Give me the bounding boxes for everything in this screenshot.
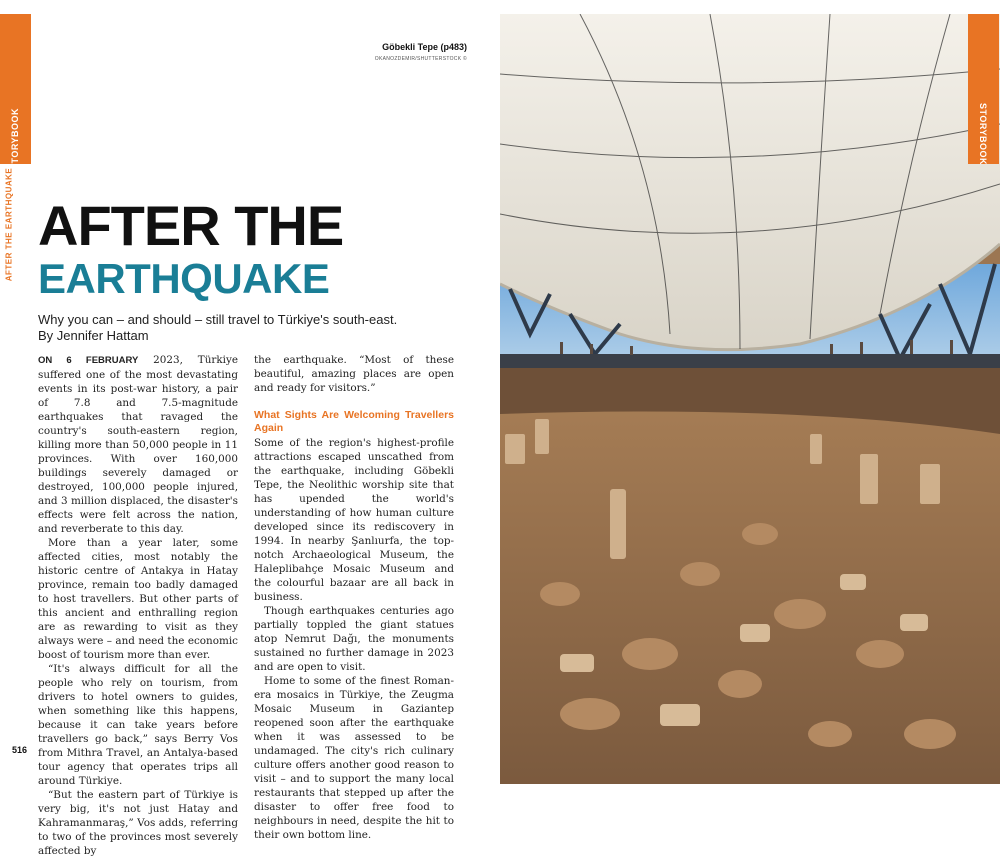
page-number: 516 — [12, 745, 28, 755]
body-column-2 — [254, 353, 454, 842]
storybook-tab-right — [968, 14, 999, 164]
subheading: What Sights Are Welcoming Travellers Again — [254, 409, 454, 434]
paragraph: Some of the region's highest-profile attractions escaped unscathed from the earthquake, including Göbekli Tepe, the Neolithic worship site that has upended the world's understanding of how human culture developed since its rediscovery in 1994. In nearby Şanlıurfa, the top-notch Archaeological Museum, the Haleplibahçe Mosaic Museum and the colourful bazaar are all back in business. — [254, 437, 454, 603]
headline-line-2: EARTHQUAKE — [38, 255, 330, 302]
lead-in: ON 6 FEBRUARY — [38, 355, 139, 366]
paragraph: More than a year later, some affected cities, most notably the historic centre of Antakya in Hatay province, remain too badly damaged to host travellers. But other parts of this ancient and enthralling region are as rewarding to visit as they always were – and need the economic boost of tourism more than ever. — [38, 537, 238, 661]
paragraph: “It's always difficult for all the people who rely on tourism, from drivers to hotel owners to guides, when something like this happens, because it can take years before travellers go back,” says Berry Vos from Mithra Travel, an Antalya-based tour agency that operates trips all around Türkiye. — [38, 663, 238, 787]
standfirst — [38, 312, 468, 344]
standfirst-text: Why you can – and should – still travel to Türkiye's south-east. — [38, 312, 398, 327]
paragraph: Home to some of the finest Roman-era mosaics in Türkiye, the Zeugma Mosaic Museum in Gaziantep reopened soon after the earthquake when it was assessed to be undamaged. The city's rich culinary culture offers another good reason to visit – and to support the many local restaurants that stepped up after the disaster to offer free food to neighbours in need, despite the hit to their own bottom line. — [254, 675, 454, 841]
paragraph: the earthquake. “Most of these beautiful, amazing places are open and ready for visitors.” — [254, 354, 454, 394]
photo-caption — [300, 42, 467, 62]
section-label: AFTER THE EARTHQUAKE — [4, 167, 14, 282]
storybook-tab-left — [0, 14, 31, 171]
paragraph — [38, 353, 238, 536]
body-column-1 — [38, 353, 238, 858]
photo-credit: OKANOZDEMIR/SHUTTERSTOCK © — [374, 56, 467, 62]
paragraph: Though earthquakes centuries ago partially toppled the giant statues atop Nemrut Dağı, the monuments sustained no further damage in 2023 and are open to visit. — [254, 605, 454, 673]
headline-line-1: AFTER THE — [38, 194, 344, 257]
paragraph: “But the eastern part of Türkiye is very big, it's not just Hatay and Kahramanmaraş,” Vos adds, referring to two of the provinces most severely affected by — [38, 789, 238, 857]
storybook-tab-label: STORYBOOK — [978, 102, 988, 165]
storybook-tab-label: STORYBOOK — [10, 108, 20, 171]
caption-title: Göbekli Tepe (p483) — [382, 42, 467, 52]
archaeological-site-photo — [500, 14, 1000, 784]
byline: By Jennifer Hattam — [38, 328, 149, 343]
paragraph-text: 2023, Türkiye suffered one of the most devastating events in its post-war history, a pair of 7.8 and 7.5-magnitude earthquakes that ravaged the country's south-eastern region, killing more than 50,000 people in 11 provinces. With over 160,000 buildings severely damaged or destroyed, 100,000 people injured, and 3 million displaced, the disaster's effects were felt across the nation, and reverberate to this day. — [38, 354, 238, 535]
